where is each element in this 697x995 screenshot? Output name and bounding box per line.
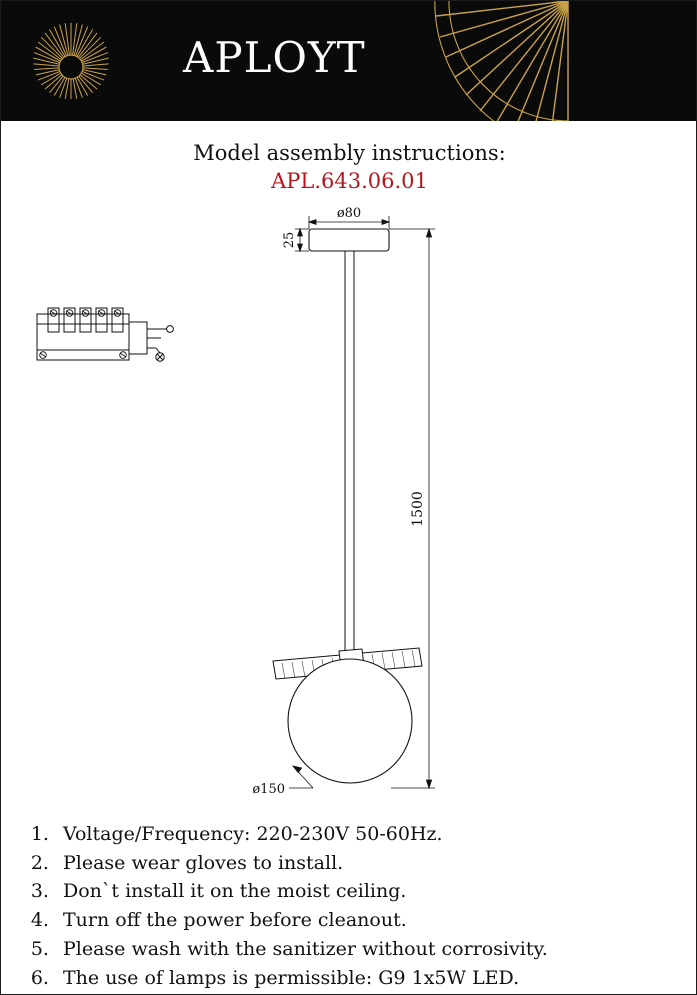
globe-diameter-dimension [289,766,313,788]
list-item: 6. The use of lamps is permissible: G9 1x5W LED. [55,965,683,993]
brand-header [1,1,697,121]
page-title: Model assembly instructions: [193,141,506,165]
canopy-height-label: 25 [282,231,297,249]
canopy-diameter-label: ø80 [336,206,362,221]
sunburst-icon [25,21,117,113]
fan-rays-icon [418,1,697,121]
technical-drawing [1,196,697,816]
wiring-terminal-block [37,308,173,361]
ceiling-canopy [309,229,389,251]
list-item: 1. Voltage/Frequency: 220-230V 50-60Hz. [55,821,683,849]
instructions-list [23,821,683,993]
list-item: 5. Please wash with the sanitizer without corrosivity. [55,936,683,964]
brand-name: APLOYT [183,33,366,82]
list-item: 2. Please wear gloves to install. [55,850,683,878]
drawing-svg [1,196,697,816]
suspension-rod [345,251,354,651]
list-item: 4. Turn off the power before cleanout. [55,907,683,935]
list-item: 3. Don`t install it on the moist ceiling. [55,878,683,906]
glass-globe [288,659,412,783]
globe-diameter-label: ø150 [252,782,285,797]
canopy-height-dimension [295,229,309,251]
drop-length-label: 1500 [410,491,426,527]
model-code: APL.643.06.01 [271,169,428,193]
